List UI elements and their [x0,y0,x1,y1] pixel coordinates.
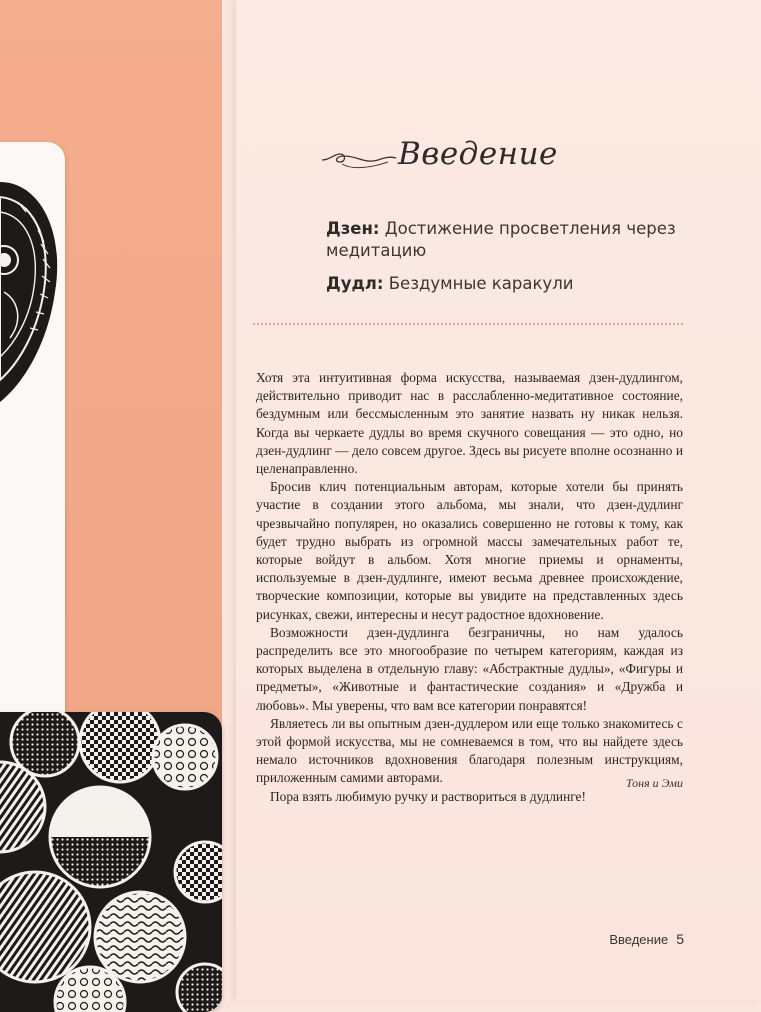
dotted-divider [253,323,683,325]
definition-doodle [326,273,706,295]
body-text [256,369,683,806]
paragraph: Хотя эта интуитивная форма искусства, называемая дзен-дудлингом, действительно приводит нас в расслабленно-медитативное состояние, бездумным или бессмысленным это занятие назвать ну никак нельзя. Когда вы черкаете дудлы во время скучного совещания — это одно, но дзен-дудлинг — дело совсем другое. Здесь вы рисуете вполне осознанно и целенаправленно. [256,370,683,477]
paragraph: Бросив клич потенциальным авторам, которые хотели бы принять участие в создании этого альбома, мы знали, что дзен-дудлинг чрезвычайно популярен, но оказались совершенно не готовы к тому, как будет трудно выбрать из огромной массы замечательных работ те, которые войдут в альбом. Хотя многие приемы и орнаменты, используемые в дзен-дудлинге, имеют весьма древнее происхождение, творческие композиции, которые вы увидите на представленных здесь рисунках, свежи, интересны и несут радостное вдохновение. [256,479,683,622]
signature: Тоня и Эми [625,776,683,790]
page-title: Введение [398,136,558,172]
definition-text: Достижение просветления через медитацию [326,219,676,260]
zentangle-illustration-top [0,142,65,728]
left-decorative-band [0,0,222,1001]
definition-term: Дудл: [326,274,384,293]
flourish-icon [318,140,398,180]
title-block [318,132,598,182]
paragraph: Являетесь ли вы опытным дзен-дудлером или еще только знакомитесь с этой формой искусства, мы не сомневаемся в том, что вы найдете здесь немало источников вдохновения благодаря полезным инструкциям, приложенным самими авторами. [256,715,683,786]
page-footer [560,931,684,947]
definition-text: Бездумные каракули [388,274,574,293]
circles-doodle-art [0,712,222,1012]
heart-doodle-art [0,142,65,728]
footer-section: Введение [609,932,669,947]
definition-zen [326,218,706,262]
definition-term: Дзен: [326,219,380,238]
paragraph: Возможности дзен-дудлинга безграничны, но нам удалось распределить все это многообразие по четырем категориям, каждая из которых выделена в отдельную главу: «Абстрактные дудлы», «Фигуры и предметы», «Животные и фантастические создания» и «Дружба и любовь». Мы уверены, что вам все категории понравятся! [256,624,683,713]
zentangle-illustration-bottom [0,712,222,1012]
page-number: 5 [676,931,684,947]
paragraph: Пора взять любимую ручку и раствориться в дудлинге! [270,788,586,804]
